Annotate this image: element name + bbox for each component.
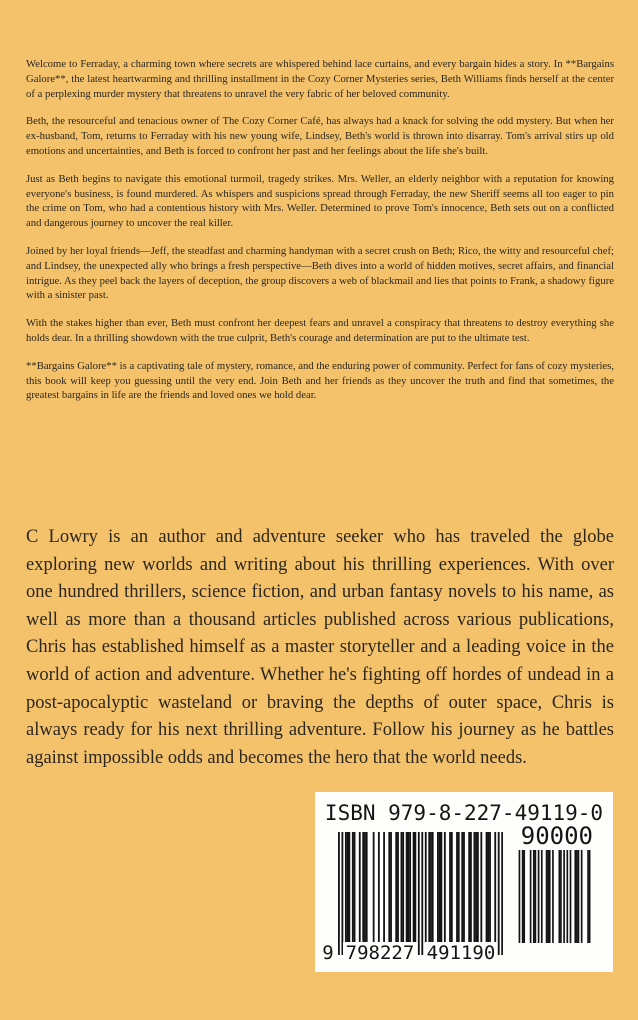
author-bio-paragraph: C Lowry is an author and adventure seeker who has traveled the globe exploring new worlds and writing about his thrilling experiences. With over one hundred thrillers, science fiction, and urban fantasy novels to his name, as well as more than a thousand articles published across various publications, Chris has established himself as a master storyteller and a leading voice in the world of action and adventure. Whether he's fighting off hordes of undead in a post-apocalyptic wasteland or braving the depths of outer space, Chris is always ready for his next thrilling adventure. Follow his journey as he battles against impossible odds and becomes the hero that the world needs. <box>26 527 614 768</box>
author-bio-section <box>26 524 614 772</box>
barcode-digit-group: 491190 <box>426 942 496 964</box>
synopsis-paragraph: Just as Beth begins to navigate this emotional turmoil, tragedy strikes. Mrs. Weller, an elderly neighbor with a reputation for knowing everyone's business, is found murdered. As whispers and suspicions spread through Ferraday, the new Sheriff seems all too eager to pin the crime on Tom, who had a contentious history with Mrs. Weller. Determined to prove Tom's innocence, Beth sets out on a conflicted and dangerous journey to uncover the real killer. <box>26 172 614 230</box>
price-code: 90000 <box>520 822 593 850</box>
synopsis-paragraph: Welcome to Ferraday, a charming town where secrets are whispered behind lace curtains, and every bargain hides a story. In **Bargains Galore**, the latest heartwarming and thrilling installment in the Cozy Corner Mysteries series, Beth Williams finds herself at the center of a perplexing murder mystery that threatens to unravel the very fabric of her beloved community. <box>26 58 614 100</box>
synopsis-section <box>26 57 614 416</box>
ean5-supplement-barcode <box>517 850 592 943</box>
barcode-digit-group: 798227 <box>343 942 417 964</box>
isbn-number: ISBN 979-8-227-49119-0 <box>324 801 604 825</box>
ean13-barcode <box>338 832 503 955</box>
barcode-panel <box>315 792 613 972</box>
barcode-digit-group: 9 <box>319 942 337 964</box>
synopsis-paragraph: **Bargains Galore** is a captivating tale of mystery, romance, and the enduring power of community. Perfect for fans of cozy mysteries, this book will keep you guessing until the very end. Join Beth and her friends as they uncover the truth and find that sometimes, the greatest bargains in life are the friends and loved ones we hold dear. <box>26 359 614 402</box>
synopsis-paragraph: With the stakes higher than ever, Beth must confront her deepest fears and unravel a conspiracy that threatens to destroy everything she holds dear. In a thrilling showdown with the true culprit, Beth's courage and determination are put to the ultimate test. <box>26 317 614 344</box>
synopsis-paragraph: Joined by her loyal friends—Jeff, the steadfast and charming handyman with a secret crush on Beth; Rico, the witty and resourceful chef; and Lindsey, the unexpected ally who brings a fresh perspective—Beth dives into a world of hidden motives, secret affairs, and financial intrigue. As they peel back the layers of deception, the group discovers a web of blackmail and lies that points to Frank, a shadowy figure with a sinister past. <box>26 244 614 302</box>
synopsis-paragraph: Beth, the resourceful and tenacious owner of The Cozy Corner Café, has always had a knack for solving the odd mystery. But when her ex-husband, Tom, returns to Ferraday with his new young wife, Lindsey, Beth's world is thrown into disarray. Tom's arrival stirs up old emotions and uncertainties, and Beth is forced to confront her past and her feelings about the life she's built. <box>26 115 614 157</box>
